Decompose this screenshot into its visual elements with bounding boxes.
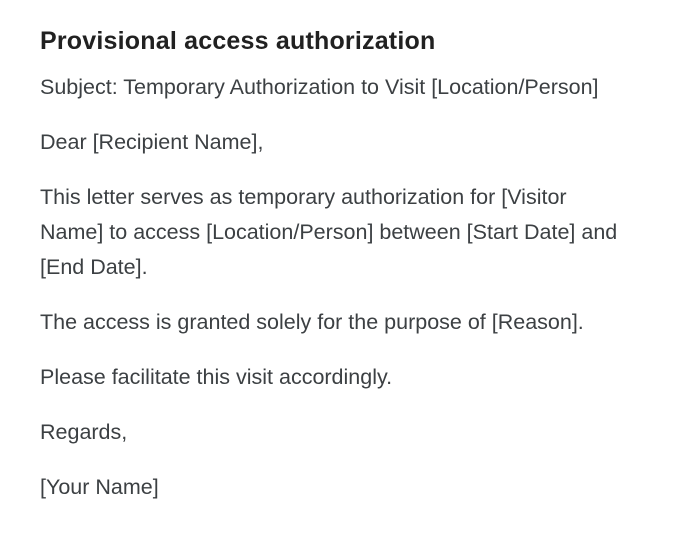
paragraph-line: [Your Name] <box>40 475 159 499</box>
letter-paragraph-salutation <box>40 125 660 160</box>
paragraph-line: Please facilitate this visit accordingly. <box>40 365 393 389</box>
letter-paragraph-request <box>40 360 660 395</box>
letter-paragraph-body <box>40 180 660 285</box>
page-title: Provisional access authorization <box>40 27 436 55</box>
paragraph-line: Dear [Recipient Name], <box>40 130 264 154</box>
paragraph-line: Subject: Temporary Authorization to Visit [Location/Person] <box>40 75 599 99</box>
paragraph-line: This letter serves as temporary authorization for [Visitor <box>40 185 567 209</box>
letter-paragraph-subject <box>40 70 660 105</box>
letter-paragraph-purpose <box>40 305 660 340</box>
letter-paragraph-closing <box>40 415 660 450</box>
paragraph-line: Name] to access [Location/Person] between [Start Date] and <box>40 220 618 244</box>
paragraph-line: [End Date]. <box>40 255 148 279</box>
paragraph-line: Regards, <box>40 420 128 444</box>
letter-paragraph-signature <box>40 470 660 505</box>
paragraph-line: The access is granted solely for the purpose of [Reason]. <box>40 310 584 334</box>
